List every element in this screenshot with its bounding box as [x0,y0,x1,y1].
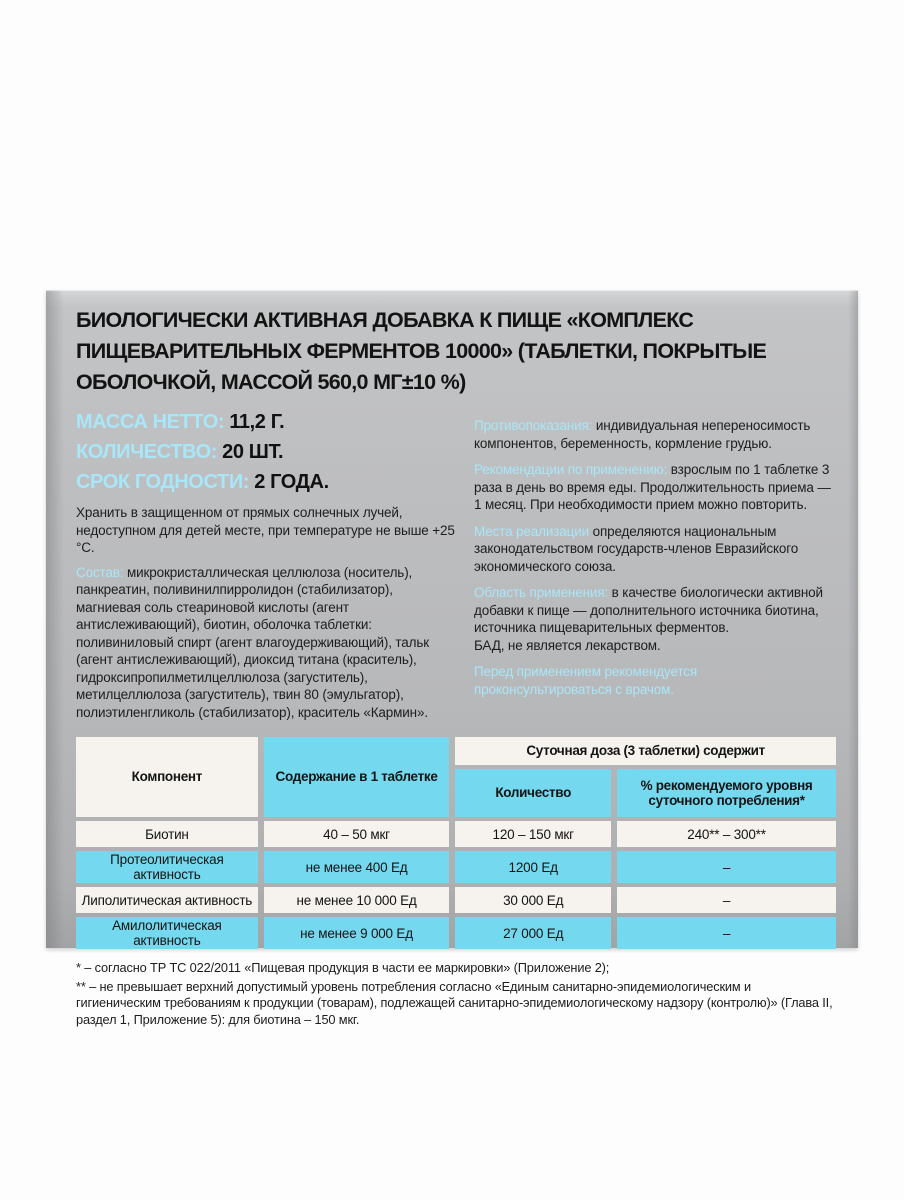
percent-cell: – [617,887,836,913]
sale-locations-label: Места реализации [474,523,589,539]
quantity-row [76,437,459,467]
sale-locations-section [474,523,836,576]
usage-recommendations-label: Рекомендации по применению: [474,462,668,477]
contraindications-text: индивидуальная непереносимость компонентов, беременность, кормление грудью. [474,418,811,451]
table-header-row-1 [76,737,836,765]
quantity-cell: 1200 Ед [455,851,611,883]
composition-paragraph [76,564,459,722]
usage-recommendations-text: взрослым по 1 таблетке 3 раза в день во время еды. Продолжительность приема — 1 месяц. При необходимости прием можно повторить. [474,462,831,512]
net-weight-value: 11,2 Г. [229,411,285,433]
sale-locations-text: определяются национальным законодательством государств-членов Евразийского экономического союза. [474,523,799,574]
shelf-life-label: СРОК ГОДНОСТИ: [76,471,250,493]
composition-text: микрокристаллическая целлюлоза (носитель), панкреатин, поливинилпирролидон (стабилизатор), магниевая соль стеариновой кислоты (агент антислеживающий), биотин, оболочка таблетки: поливиниловый спирт (агент влагоудерживающий), тальк (агент антислеживающий), диоксид титана (краситель), гидроксипропилметилцеллюлоза (загуститель), метилцеллюлоза (загуститель), твин 80 (эмульгатор), полиэтиленгликоль (стабилизатор), краситель «Кармин». [76,564,430,720]
table-row-amylolytic [76,917,836,949]
net-weight-row [76,407,459,437]
bad-note: БАД, не является лекарством. [474,637,661,653]
storage-instructions: Хранить в защищенном от прямых солнечных лучей, недоступном для детей месте, при температуре не выше +25 °C. [76,505,455,555]
info-columns [76,407,836,721]
component-cell: Биотин [76,821,258,847]
quantity-value: 20 ШТ. [222,441,284,463]
per-tablet-cell: не менее 10 000 Ед [264,887,450,913]
per-tablet-cell: не менее 9 000 Ед [264,917,450,949]
percent-daily-column-header: % рекомендуемого уровня суточного потребления* [617,769,836,817]
product-title: БИОЛОГИЧЕСКИ АКТИВНАЯ ДОБАВКА К ПИЩЕ «КОМПЛЕКС ПИЩЕВАРИТЕЛЬНЫХ ФЕРМЕНТОВ 10000» (ТАБЛЕТКИ, ПОКРЫТЫЕ ОБОЛОЧКОЙ, МАССОЙ 560,0 МГ±10 %) [76,308,767,394]
contraindications-section [474,417,836,452]
application-area-label: Область применения: [474,585,609,600]
usage-recommendations-section [474,461,836,514]
composition-label: Состав: [76,564,124,580]
component-column-header: Компонент [76,737,258,817]
footnotes [76,960,836,1028]
percent-cell: – [617,917,836,949]
quantity-cell: 30 000 Ед [455,887,611,913]
daily-dose-header: Суточная доза (3 таблетки) содержит [455,737,836,765]
nutrition-table [70,733,842,953]
footnote-2: ** – не превышает верхний допустимый уровень потребления согласно «Единым санитарно-эпидемиологическим и гигиеническим требованиям к продукции (товарам), подлежащей санитарно-эпидемиологическому надзору (контролю)» (Глава II, раздел 1, Приложение 5): для биотина – 150 мкг. [76,978,833,1027]
per-tablet-cell: 40 – 50 мкг [264,821,450,847]
quantity-column-header: Количество [455,769,611,817]
per-tablet-cell: не менее 400 Ед [264,851,450,883]
table-row-biotin [76,821,836,847]
table-row-lipolytic [76,887,836,913]
shelf-life-value: 2 ГОДА. [254,471,329,493]
component-cell: Протеолитическая активность [76,851,258,883]
percent-cell: – [617,851,836,883]
quantity-label: КОЛИЧЕСТВО: [76,441,217,463]
shelf-life-row [76,467,459,497]
net-weight-label: МАССА НЕТТО: [76,411,225,433]
table-row-proteolytic [76,851,836,883]
nutrition-table-wrap [70,733,842,953]
footnote-1: * – согласно ТР ТС 022/2011 «Пищевая продукция в части ее маркировки» (Приложение 2); [76,960,610,975]
quantity-cell: 27 000 Ед [455,917,611,949]
doctor-advice: Перед применением рекомендуется проконсультироваться с врачом. [474,664,698,697]
per-tablet-column-header: Содержание в 1 таблетке [264,737,450,817]
component-cell: Амилолитическая активность [76,917,258,949]
application-area-section [474,584,836,637]
quantity-cell: 120 – 150 мкг [455,821,611,847]
component-cell: Липолитическая активность [76,887,258,913]
package-back-label [46,290,858,1028]
left-column [76,407,459,721]
contraindications-label: Противопоказания: [474,418,593,433]
right-column [474,407,836,721]
application-area-text: в качестве биологически активной добавки к пище — дополнительного источника биотина, источника пищеварительных ферментов. [474,585,823,635]
percent-cell: 240** – 300** [617,821,836,847]
package-box [46,290,858,1027]
